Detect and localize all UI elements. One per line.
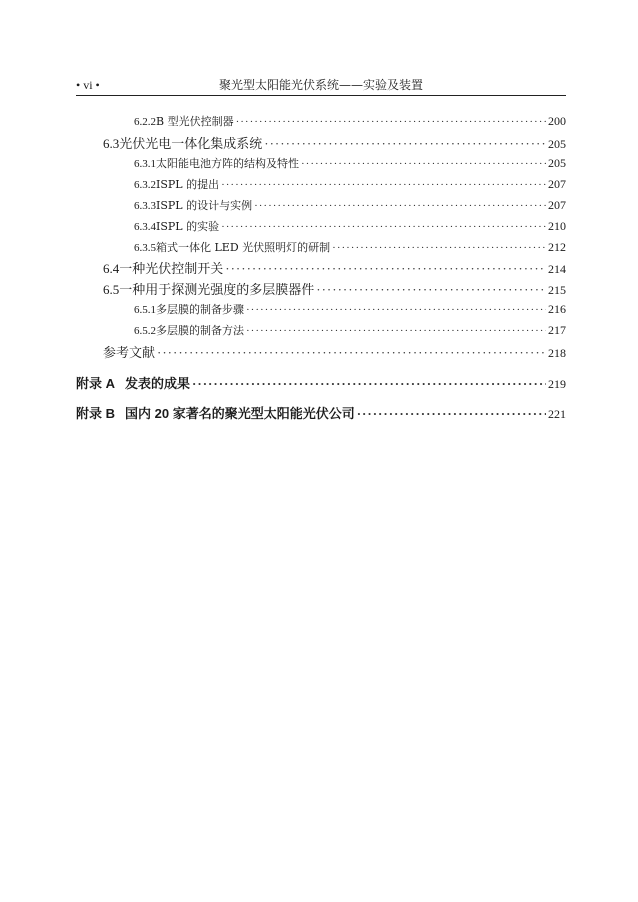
- toc-entry-title: 箱式一体化 LED 光伏照明灯的研制: [156, 241, 331, 254]
- dot-leader: [264, 136, 546, 152]
- dot-leader: [254, 200, 546, 212]
- toc-entry-page: 217: [548, 323, 566, 337]
- toc-entry-6-3[interactable]: [103, 133, 566, 153]
- toc-entry-page: 207: [548, 177, 566, 191]
- dot-leader: [157, 345, 546, 361]
- toc-entry-number: 6.5.1: [134, 304, 156, 316]
- toc-entry-page: 221: [548, 407, 566, 421]
- toc-entry-title: 光伏光电一体化集成系统: [119, 137, 263, 152]
- toc-entry-title: B 型光伏控制器: [156, 115, 234, 128]
- toc-entry-title: 多层膜的制备方法: [156, 324, 244, 337]
- toc-entry-number: 6.2.2: [134, 116, 156, 128]
- dot-leader: [246, 304, 546, 316]
- toc-entry-6-5[interactable]: [103, 279, 566, 299]
- toc-entry-page: 215: [548, 283, 566, 297]
- toc-entry-title: 一种光伏控制开关: [119, 262, 224, 277]
- toc-entry-title: ISPL 的实验: [156, 220, 220, 233]
- dot-leader: [301, 158, 546, 170]
- toc-entry-page: 210: [548, 219, 566, 233]
- toc-entry-page: 216: [548, 302, 566, 316]
- toc-entry-number: 6.5: [103, 282, 120, 297]
- toc-entry-6-2-2[interactable]: [134, 113, 566, 133]
- toc-entry-number: 6.5.2: [134, 325, 156, 337]
- toc-entry-title: ISPL 的设计与实例: [156, 199, 253, 212]
- toc-entry-6-5-2[interactable]: [134, 322, 566, 342]
- toc-entry-page: 218: [548, 346, 566, 360]
- toc-entry-number: 6.4: [103, 261, 120, 276]
- toc-entry-page: 200: [548, 114, 566, 128]
- dot-leader: [316, 282, 546, 298]
- toc-entry-6-4[interactable]: [103, 258, 566, 278]
- toc-entry-6-3-5[interactable]: [134, 239, 566, 259]
- toc-entry-number: 6.3: [103, 136, 120, 151]
- running-header: [76, 76, 566, 94]
- dot-leader: [332, 242, 546, 254]
- header-page-number: • vi •: [76, 78, 100, 92]
- toc-entry-title: 发表的成果: [125, 376, 191, 391]
- dot-leader: [246, 325, 546, 337]
- dot-leader: [357, 406, 546, 422]
- toc-entry-page: 205: [548, 137, 566, 151]
- toc-entry-page: 207: [548, 198, 566, 212]
- toc-entry-title: 太阳能电池方阵的结构及特性: [156, 157, 299, 170]
- toc-entry-number: 附录 B: [76, 406, 116, 421]
- dot-leader: [221, 221, 546, 233]
- header-rule: [76, 95, 566, 96]
- toc-entry-number: 附录 A: [76, 376, 116, 391]
- toc-entry-number: 6.3.4: [134, 221, 156, 233]
- toc-entry-appendix-a[interactable]: [76, 373, 566, 392]
- dot-leader: [192, 376, 546, 392]
- toc-entry-6-3-3[interactable]: [134, 197, 566, 217]
- toc-entry-appendix-b[interactable]: [76, 403, 566, 422]
- toc-entry-number: 6.3.1: [134, 158, 156, 170]
- toc-entry-page: 219: [548, 377, 566, 391]
- toc-entry-title: ISPL 的提出: [156, 178, 220, 191]
- dot-leader: [221, 179, 546, 191]
- toc-entry-number: 6.3.5: [134, 242, 156, 254]
- toc-entry-number: 6.3.2: [134, 179, 156, 191]
- toc-entry-title: 参考文献: [103, 346, 156, 361]
- toc-entry-number: 6.3.3: [134, 200, 156, 212]
- toc-entry-6-5-1[interactable]: [134, 301, 566, 321]
- dot-leader: [225, 261, 546, 277]
- toc-entry-6-3-1[interactable]: [134, 155, 566, 175]
- toc-entry-references[interactable]: [103, 342, 566, 362]
- header-title: 聚光型太阳能光伏系统——实验及装置: [218, 78, 423, 92]
- toc-entry-page: 205: [548, 156, 566, 170]
- toc-entry-6-3-2[interactable]: [134, 176, 566, 196]
- toc-entry-6-3-4[interactable]: [134, 218, 566, 238]
- toc-entry-page: 212: [548, 240, 566, 254]
- dot-leader: [236, 116, 546, 128]
- toc-entry-page: 214: [548, 262, 566, 276]
- toc-entry-title: 多层膜的制备步骤: [156, 303, 244, 316]
- toc-entry-title: 国内 20 家著名的聚光型太阳能光伏公司: [125, 406, 355, 421]
- toc-entry-title: 一种用于探测光强度的多层膜器件: [119, 283, 315, 298]
